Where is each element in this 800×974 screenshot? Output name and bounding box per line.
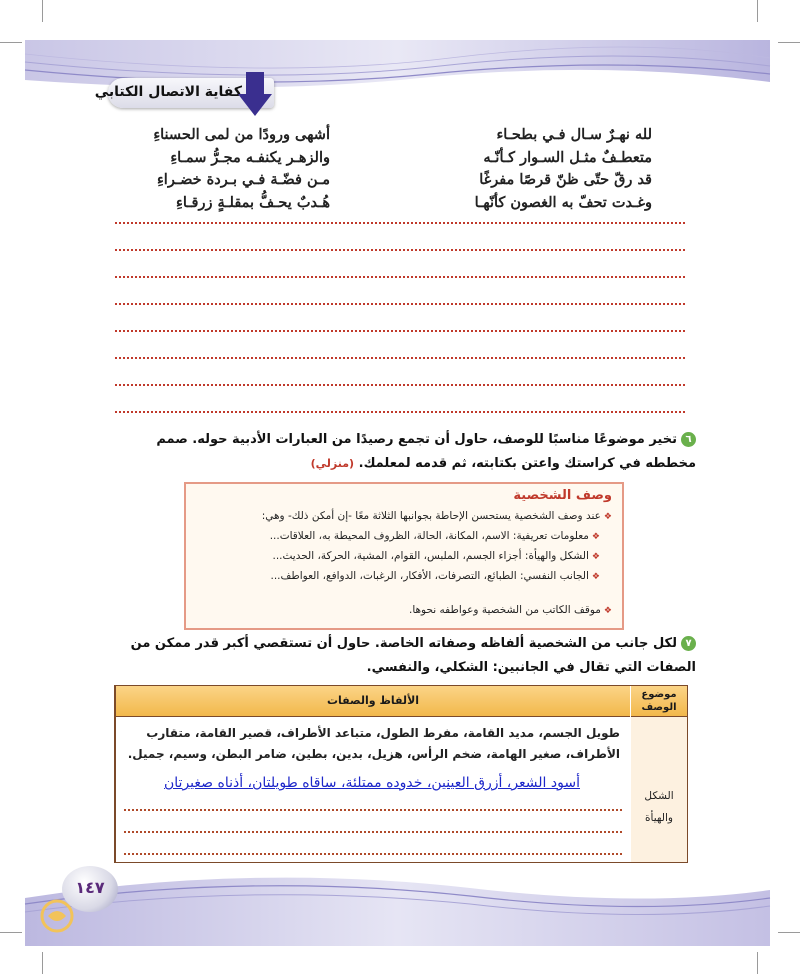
bullet-icon: ❖ — [591, 532, 600, 542]
table-cell-topic — [631, 717, 687, 862]
poem-verse: أشهى ورودًا من لمى الحسناءِ — [153, 126, 330, 143]
writing-line[interactable] — [124, 853, 622, 855]
writing-line[interactable] — [115, 276, 685, 278]
box-title: وصف الشخصية — [513, 488, 612, 503]
page-number: ١٤٧ — [75, 878, 105, 897]
publisher-logo-icon — [40, 896, 74, 936]
box-item — [271, 566, 601, 587]
poem-verse: قد رقّ حتّى ظنّ قرصًا مفرغًا — [479, 171, 652, 188]
box-closing-text: موقف الكاتب من الشخصية وعواطفه نحوها. — [408, 604, 601, 616]
writing-line[interactable] — [115, 411, 685, 413]
section-title: كفاية الاتصال الكتابي — [94, 84, 242, 100]
writing-line[interactable] — [115, 303, 685, 305]
table-header-words-label: الألفاظ والصفات — [326, 694, 420, 707]
poem-left-column — [90, 124, 330, 214]
poem-right-column — [402, 124, 652, 214]
writing-line[interactable] — [124, 809, 622, 811]
writing-line[interactable] — [124, 831, 622, 833]
down-arrow-icon — [238, 72, 272, 116]
table-header-words — [115, 686, 630, 717]
task-number-badge: ٧ — [681, 636, 696, 651]
character-description-box — [184, 482, 624, 630]
task-6-text: تخير موضوعًا مناسبًا للوصف، حاول أن تجمع رصيدًا من العبارات الأدبية حوله. صمم مخططه في كراستك واعتن بكتابته، ثم قدمه لمعلمك. — [156, 432, 696, 471]
footer-wave-band — [0, 868, 800, 974]
writing-line[interactable] — [115, 384, 685, 386]
poem-verse: والزهـر يكنفـه مجـرُّ سمـاءِ — [170, 148, 330, 166]
homework-note: (منزلي) — [310, 457, 355, 470]
poem-verse: مـن فضّـة فـي بـردة خضـراءِ — [156, 171, 330, 188]
descriptors-table — [114, 685, 688, 863]
box-item — [270, 526, 600, 547]
writing-line[interactable] — [115, 330, 685, 332]
table-header-topic-label: موضوع الوصف — [641, 689, 677, 713]
bullet-icon: ❖ — [591, 552, 600, 562]
task-number-badge: ٦ — [681, 432, 696, 447]
task-6 — [106, 428, 696, 476]
poem-verse: لله نهـرٌ سـال فـي بطحـاء — [496, 126, 652, 143]
writing-line[interactable] — [115, 222, 685, 224]
row-words-text: طويل الجسم، مديد القامة، مفرط الطول، متباعد الأطراف، قصير القامة، متقارب الأطراف، صغير الهامة، ضخم الرأس، هزيل، بدين، بطين، ضامر البطن، وسيم، جميل. — [127, 726, 620, 761]
bullet-icon: ❖ — [603, 512, 612, 522]
handwritten-answer[interactable]: أسود الشعر، أزرق العينين، خدوده ممتلئة، ساقاه طويلتان، أذناه صغيرتان — [164, 775, 580, 791]
box-intro — [262, 506, 612, 527]
poem-verse: وغـدت تحفّ به الغصون كأنّهـا — [474, 193, 652, 211]
poem-verse: هُـدبٌ يحـفُّ بمقلـةٍ زرقـاءِ — [176, 193, 330, 211]
box-item — [272, 546, 600, 567]
row-topic-label: الشكل والهيأة — [644, 790, 674, 824]
writing-line[interactable] — [115, 357, 685, 359]
table-cell-words — [115, 717, 630, 862]
task-7 — [106, 632, 696, 680]
box-item-text: الجانب النفسي: الطبائع، التصرفات، الأفكار، الرغبات، الدوافع، العواطف... — [270, 570, 589, 582]
box-closing — [409, 600, 612, 621]
box-item-text: معلومات تعريفية: الاسم، المكانة، الحالة، الظروف المحيطة به، العلاقات... — [269, 530, 589, 542]
box-item-text: الشكل والهيأة: أجزاء الجسم، الملبس، القوام، المشية، الحركة، الحديث... — [272, 550, 589, 562]
box-intro-text: عند وصف الشخصية يستحسن الإحاطة بجوانبها الثلاثة معًا -إن أمكن ذلك- وهي: — [261, 510, 601, 522]
task-7-text: لكل جانب من الشخصية ألفاظه وصفاته الخاصة. حاول أن تستقصي أكبر قدر ممكن من الصفات التي تقال في الجانبين: الشكلي، والنفسي. — [130, 636, 696, 675]
bullet-icon: ❖ — [603, 606, 612, 616]
poem-verse: متعطـفٌ مثـل السـوار كـأنّـه — [483, 148, 652, 166]
writing-line[interactable] — [115, 249, 685, 251]
bullet-icon: ❖ — [591, 572, 600, 582]
table-header-topic — [631, 686, 687, 717]
